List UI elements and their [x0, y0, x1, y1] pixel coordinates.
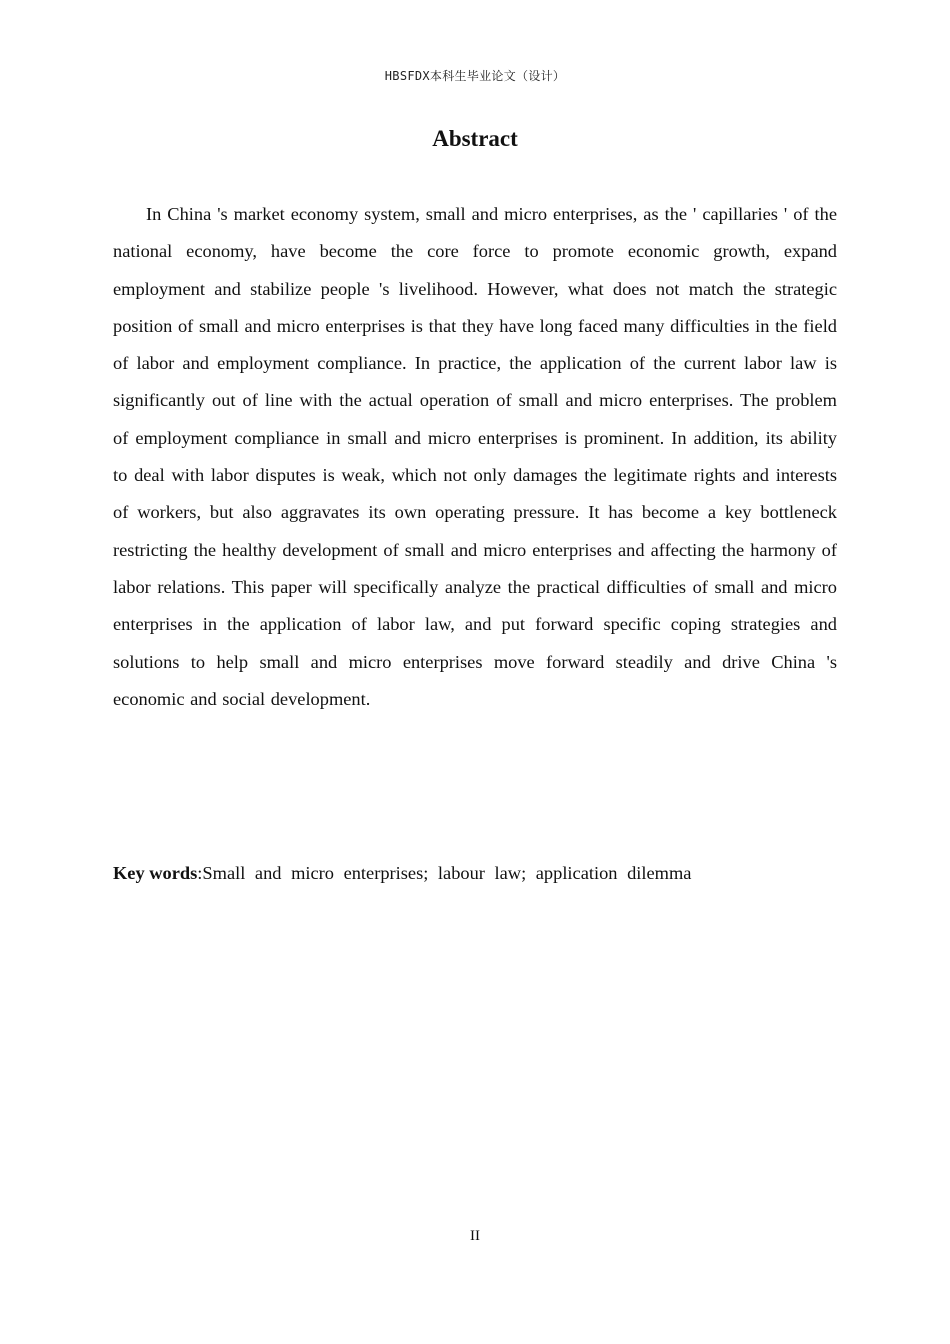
page-number: II [470, 1228, 480, 1244]
abstract-title: Abstract [432, 126, 518, 151]
running-header: HBSFDX本科生毕业论文（设计） [384, 69, 566, 83]
keywords-text: :Small and micro enterprises; labour law; application dilemma [197, 863, 692, 883]
keywords-line [113, 859, 837, 887]
abstract-body: In China 's market economy system, small and micro enterprises, as the ' capillaries ' of the national economy, have become the core force to promote economic growth, expand employment and stabilize people 's livelihood. However, what does not match the strategic position of small and micro enterprises is that they have long faced many difficulties in the field of labor and employment compliance. In practice, the application of the current labor law is significantly out of line with the actual operation of small and micro enterprises. The problem of employment compliance in small and micro enterprises is prominent. In addition, its ability to deal with labor disputes is weak, which not only damages the legitimate rights and interests of workers, but also aggravates its own operating pressure. It has become a key bottleneck restricting the healthy development of small and micro enterprises and affecting the harmony of labor relations. This paper will specifically analyze the practical difficulties of small and micro enterprises in the application of labor law, and put forward specific coping strategies and solutions to help small and micro enterprises move forward steadily and drive China 's economic and social development. [113, 204, 837, 709]
keywords-label: Key words [113, 863, 198, 883]
